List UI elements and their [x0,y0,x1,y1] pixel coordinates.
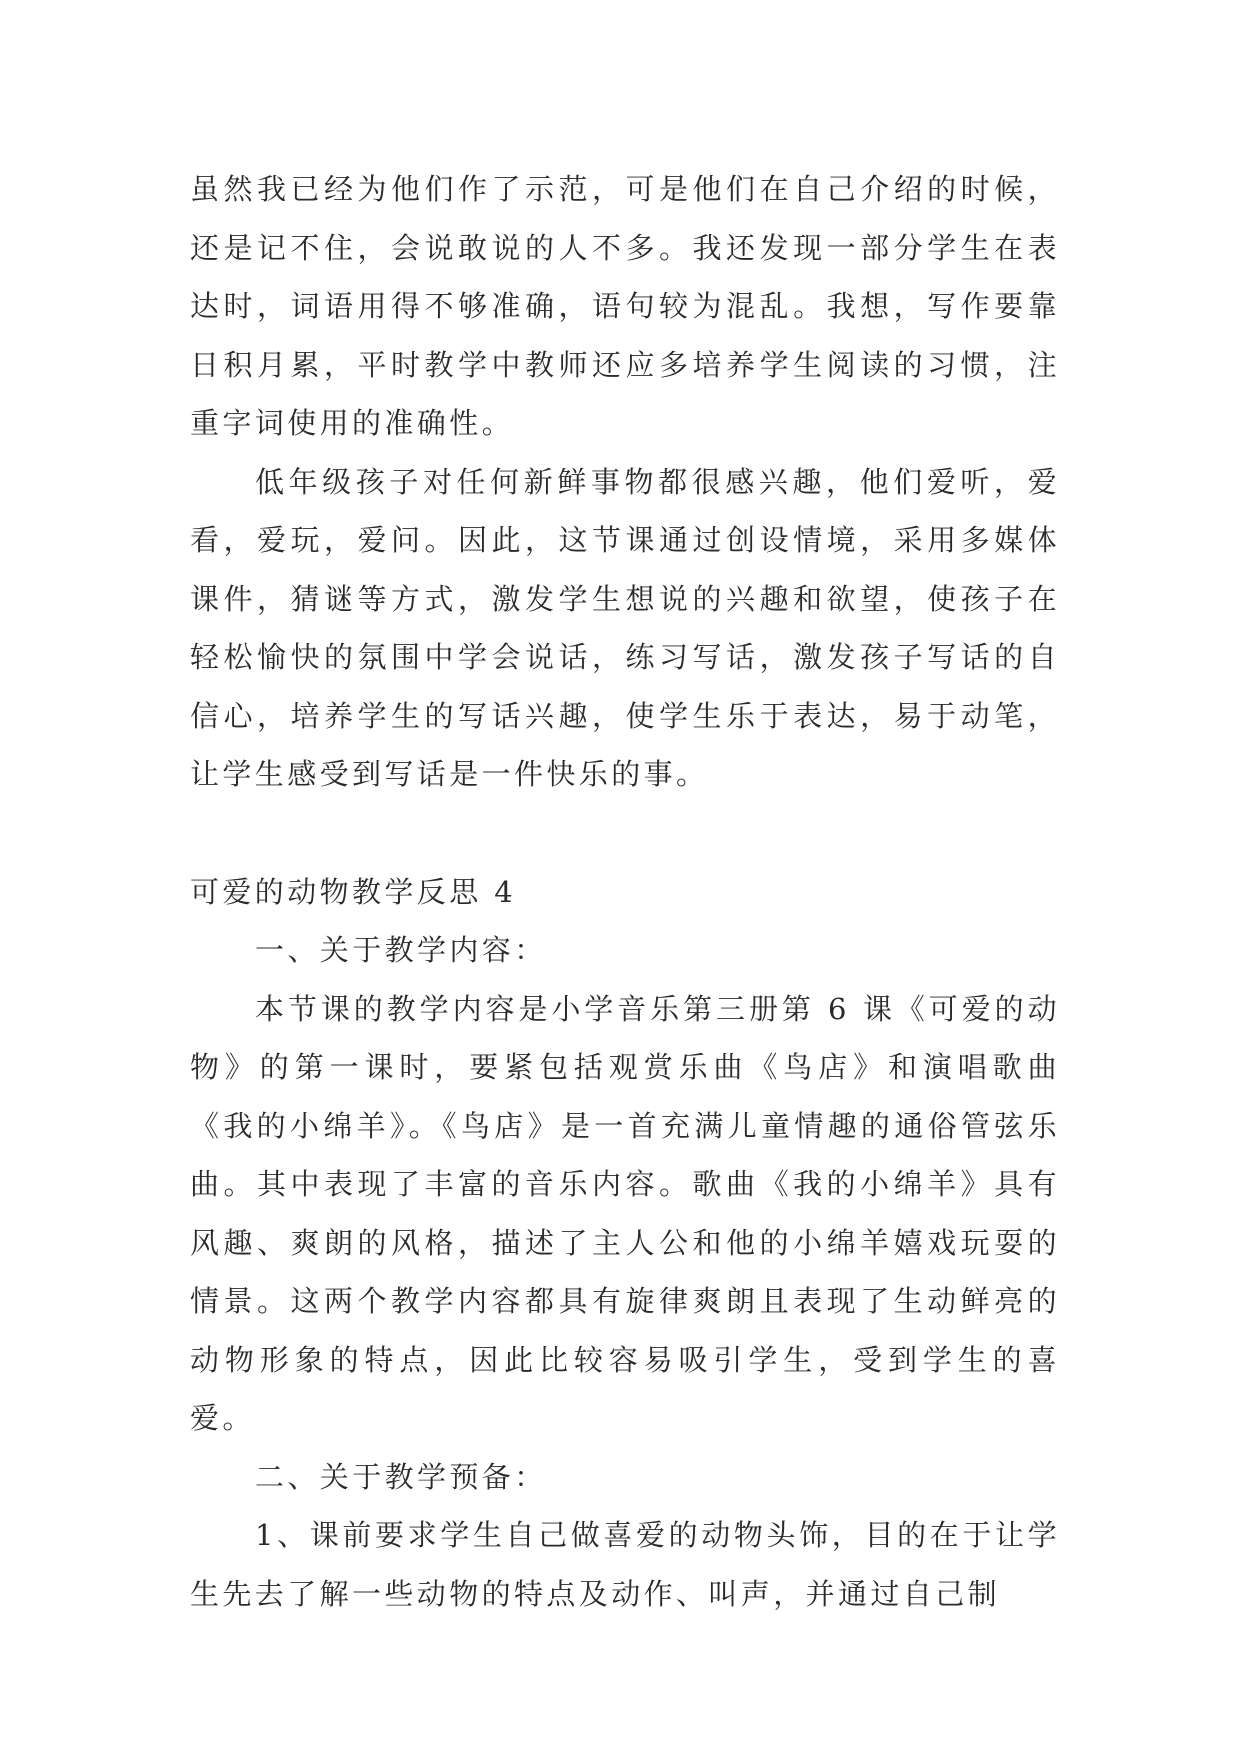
heading-teaching-content: 一、关于教学内容： [255,933,547,967]
section-title: 可爱的动物教学反思 4 [190,874,517,909]
paragraph-preparation-item-1: 1、课前要求学生自己做喜爱的动物头饰，目的在于让学生先去了解一些动物的特点及动作、叫声，并通过自己制 [190,1518,1060,1611]
paragraph-teaching-content: 本节课的教学内容是小学音乐第三册第 6 课《可爱的动物》的第一课时，要紧包括观赏乐曲《鸟店》和演唱歌曲《我的小绵羊》。《鸟店》是一首充满儿童情趣的通俗管弦乐曲。其中表现了丰富的音乐内容。歌曲《我的小绵羊》具有风趣、爽朗的风格，描述了主人公和他的小绵羊嬉戏玩耍的情景。这两个教学内容都具有旋律爽朗且表现了生动鲜亮的动物形象的特点，因此比较容易吸引学生，受到学生的喜爱。 [190,991,1060,1435]
document-body [190,160,1060,1623]
paragraph-continuation: 虽然我已经为他们作了示范，可是他们在自己介绍的时候，还是记不住，会说敢说的人不多。我还发现一部分学生在表达时，词语用得不够准确，语句较为混乱。我想，写作要靠日积月累，平时教学中教师还应多培养学生阅读的习惯，注重字词使用的准确性。 [190,172,1060,440]
heading-teaching-preparation: 二、关于教学预备： [255,1459,547,1494]
paragraph-low-grade-interest: 低年级孩子对任何新鲜事物都很感兴趣，他们爱听，爱看，爱玩，爱问。因此，这节课通过创设情境，采用多媒体课件，猜谜等方式，激发学生想说的兴趣和欲望，使孩子在轻松愉快的氛围中学会说话，练习写话，激发孩子写话的自信心，培养学生的写话兴趣，使学生乐于表达，易于动笔，让学生感受到写话是一件快乐的事。 [190,464,1060,791]
